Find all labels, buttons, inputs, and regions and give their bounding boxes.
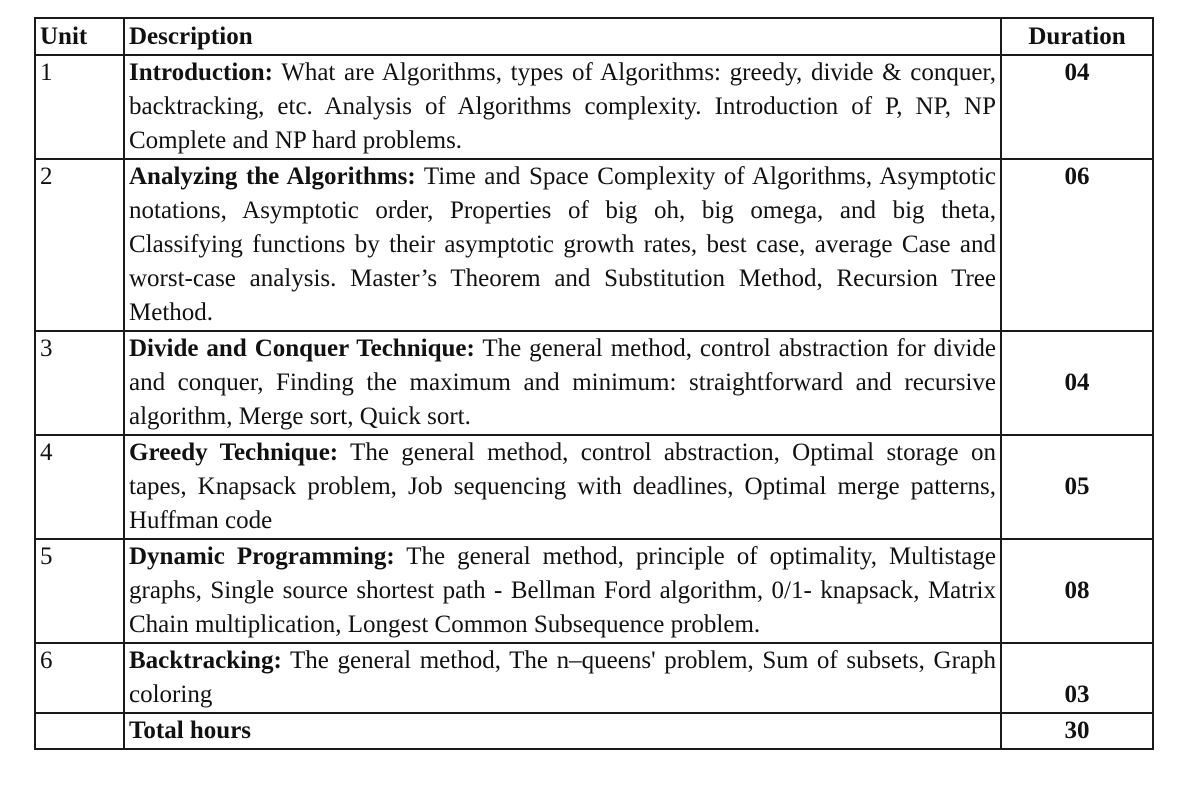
unit-text: The general method, control abstraction, Optimal storage on tapes, Knapsack problem, Job sequencing with deadlines, Optimal merge patterns, Huffman code <box>129 439 996 534</box>
unit-text: The general method, The n–queens' problem, Sum of subsets, Graph coloring <box>129 647 996 708</box>
unit-number: 6 <box>35 643 124 713</box>
unit-text: The general method, principle of optimality, Multistage graphs, Single source shortest path - Bellman Ford algorithm, 0/1- knapsack, Matrix Chain multiplication, Longest Common Subsequence problem. <box>129 543 996 638</box>
total-row <box>35 713 1153 749</box>
unit-text: The general method, control abstraction for divide and conquer, Finding the maximum and minimum: straightforward and recursive algorithm, Merge sort, Quick sort. <box>129 335 996 430</box>
table-row <box>35 643 1153 713</box>
unit-duration: 06 <box>1001 159 1153 331</box>
unit-topic: Analyzing the Algorithms: <box>129 163 416 190</box>
unit-number: 1 <box>35 55 124 159</box>
unit-number: 3 <box>35 331 124 435</box>
table-row <box>35 435 1153 539</box>
unit-topic: Divide and Conquer Technique: <box>129 335 475 362</box>
unit-duration: 08 <box>1001 539 1153 643</box>
unit-topic: Introduction: <box>129 59 274 86</box>
unit-duration: 03 <box>1001 643 1153 713</box>
unit-text: Time and Space Complexity of Algorithms, Asymptotic notations, Asymptotic order, Properties of big oh, big omega, and big theta, Classifying functions by their asymptotic growth rates, best case, average Case and worst-case analysis. Master’s Theorem and Substitution Method, Recursion Tree Method. <box>129 163 996 326</box>
unit-topic: Backtracking: <box>129 647 282 674</box>
total-label: Total hours <box>124 713 1001 749</box>
description-header: Description <box>124 18 1001 55</box>
unit-number: 4 <box>35 435 124 539</box>
unit-description <box>124 435 1001 539</box>
unit-text: What are Algorithms, types of Algorithms: greedy, divide & conquer, backtracking, etc. Analysis of Algorithms complexity. Introduction of P, NP, NP Complete and NP hard problems. <box>129 59 996 154</box>
unit-topic: Dynamic Programming: <box>129 543 395 570</box>
unit-duration: 04 <box>1001 55 1153 159</box>
total-duration: 30 <box>1001 713 1153 749</box>
unit-description <box>124 643 1001 713</box>
unit-description <box>124 55 1001 159</box>
duration-header: Duration <box>1001 18 1153 55</box>
unit-header: Unit <box>35 18 124 55</box>
syllabus-table <box>34 17 1154 750</box>
header-row <box>35 18 1153 55</box>
table-row <box>35 159 1153 331</box>
unit-duration: 05 <box>1001 435 1153 539</box>
unit-duration: 04 <box>1001 331 1153 435</box>
unit-number: 2 <box>35 159 124 331</box>
unit-description <box>124 159 1001 331</box>
total-unit-cell <box>35 713 124 749</box>
unit-description <box>124 331 1001 435</box>
table-row <box>35 539 1153 643</box>
table-row <box>35 55 1153 159</box>
unit-number: 5 <box>35 539 124 643</box>
table-row <box>35 331 1153 435</box>
unit-topic: Greedy Technique: <box>129 439 339 466</box>
unit-description <box>124 539 1001 643</box>
